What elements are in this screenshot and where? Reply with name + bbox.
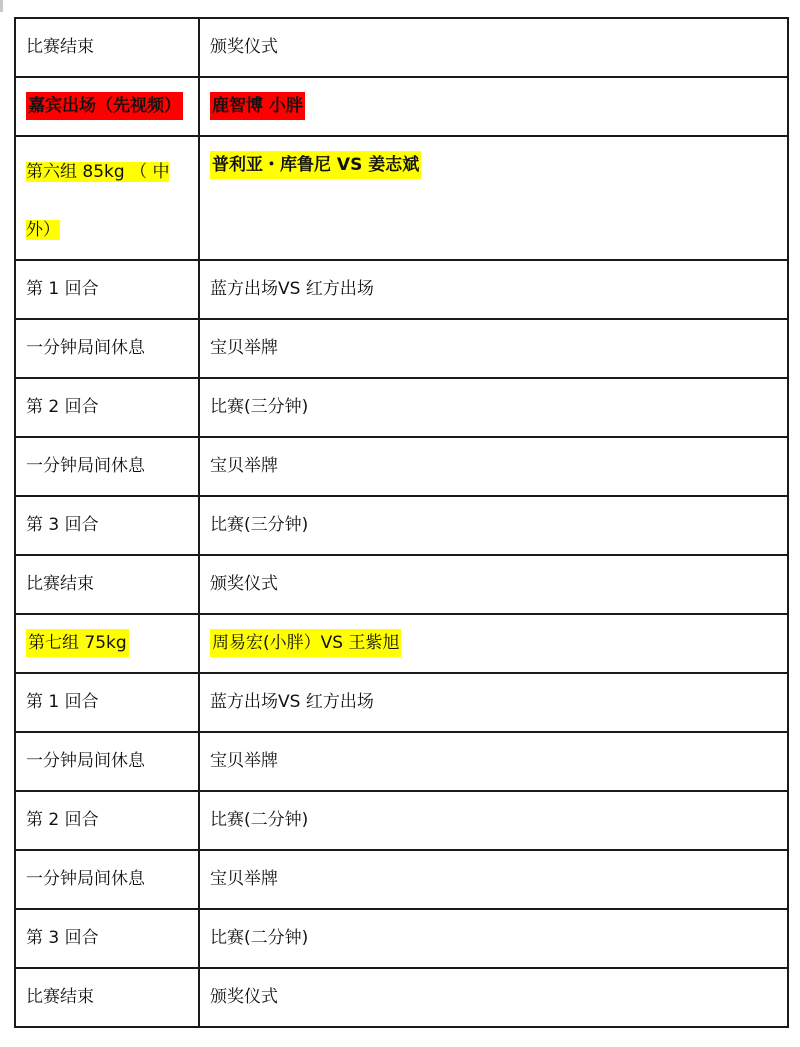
table-cell	[199, 18, 788, 77]
cell-text: 蓝方出场VS 红方出场	[210, 692, 374, 712]
table-row	[15, 496, 788, 555]
table-cell	[199, 673, 788, 732]
highlighted-group-title: 第七组 75kg	[26, 629, 129, 657]
cell-text: 第 3 回合	[26, 515, 99, 535]
table-cell	[199, 437, 788, 496]
cell-text: 颁奖仪式	[210, 574, 278, 594]
table-row	[15, 260, 788, 319]
table-cell	[15, 378, 199, 437]
table-cell	[15, 437, 199, 496]
table-cell	[199, 909, 788, 968]
table-cell	[15, 909, 199, 968]
table-cell	[15, 850, 199, 909]
table-cell	[199, 496, 788, 555]
table-row	[15, 77, 788, 136]
table-cell	[15, 673, 199, 732]
table-row	[15, 673, 788, 732]
table-row	[15, 136, 788, 260]
cell-text: 比赛(二分钟)	[210, 928, 309, 948]
cell-text: 第 1 回合	[26, 692, 99, 712]
table-row	[15, 791, 788, 850]
table-cell	[15, 136, 199, 260]
table-row	[15, 909, 788, 968]
highlighted-group-title: 第六组 85kg （ 中外）	[26, 162, 170, 240]
cell-text: 颁奖仪式	[210, 987, 278, 1007]
schedule-table	[14, 17, 789, 1028]
cell-text: 一分钟局间休息	[26, 751, 145, 771]
table-cell	[199, 319, 788, 378]
table-cell	[199, 791, 788, 850]
table-row	[15, 18, 788, 77]
table-row	[15, 968, 788, 1027]
cell-text: 一分钟局间休息	[26, 869, 145, 889]
page-edge-mark	[0, 0, 3, 12]
highlighted-matchup: 普利亚・库鲁尼 VS 姜志斌	[210, 151, 421, 179]
table-cell	[199, 968, 788, 1027]
cell-text: 比赛(三分钟)	[210, 397, 309, 417]
table-cell	[199, 77, 788, 136]
table-row	[15, 437, 788, 496]
table-cell	[15, 77, 199, 136]
table-cell	[199, 378, 788, 437]
cell-text: 一分钟局间休息	[26, 456, 145, 476]
table-cell	[199, 614, 788, 673]
table-cell	[199, 732, 788, 791]
table-cell	[15, 319, 199, 378]
table-row	[15, 319, 788, 378]
cell-text: 比赛(三分钟)	[210, 515, 309, 535]
table-cell	[15, 968, 199, 1027]
table-row	[15, 378, 788, 437]
cell-text: 第 1 回合	[26, 279, 99, 299]
cell-text: 比赛结束	[26, 987, 94, 1007]
table-row	[15, 732, 788, 791]
cell-text: 一分钟局间休息	[26, 338, 145, 358]
cell-text: 比赛(二分钟)	[210, 810, 309, 830]
table-cell	[15, 555, 199, 614]
highlighted-guest-entry: 嘉宾出场（先视频）	[26, 92, 183, 120]
cell-text: 比赛结束	[26, 37, 94, 57]
table-cell	[15, 18, 199, 77]
cell-text: 第 3 回合	[26, 928, 99, 948]
table-cell	[15, 496, 199, 555]
table-cell	[199, 260, 788, 319]
cell-text: 蓝方出场VS 红方出场	[210, 279, 374, 299]
highlighted-matchup: 周易宏(小胖）VS 王紫旭	[210, 629, 401, 657]
highlighted-guest-names: 鹿智博 小胖	[210, 92, 305, 120]
table-cell	[15, 732, 199, 791]
table-row	[15, 555, 788, 614]
table-cell	[15, 260, 199, 319]
table-cell	[15, 791, 199, 850]
table-row	[15, 850, 788, 909]
table-cell	[199, 555, 788, 614]
cell-text: 第 2 回合	[26, 810, 99, 830]
table-cell	[199, 136, 788, 260]
cell-text: 宝贝举牌	[210, 869, 278, 889]
cell-text: 宝贝举牌	[210, 751, 278, 771]
cell-text: 比赛结束	[26, 574, 94, 594]
table-row	[15, 614, 788, 673]
cell-text: 第 2 回合	[26, 397, 99, 417]
cell-text: 宝贝举牌	[210, 456, 278, 476]
table-cell	[199, 850, 788, 909]
table-cell	[15, 614, 199, 673]
cell-text: 颁奖仪式	[210, 37, 278, 57]
cell-text: 宝贝举牌	[210, 338, 278, 358]
